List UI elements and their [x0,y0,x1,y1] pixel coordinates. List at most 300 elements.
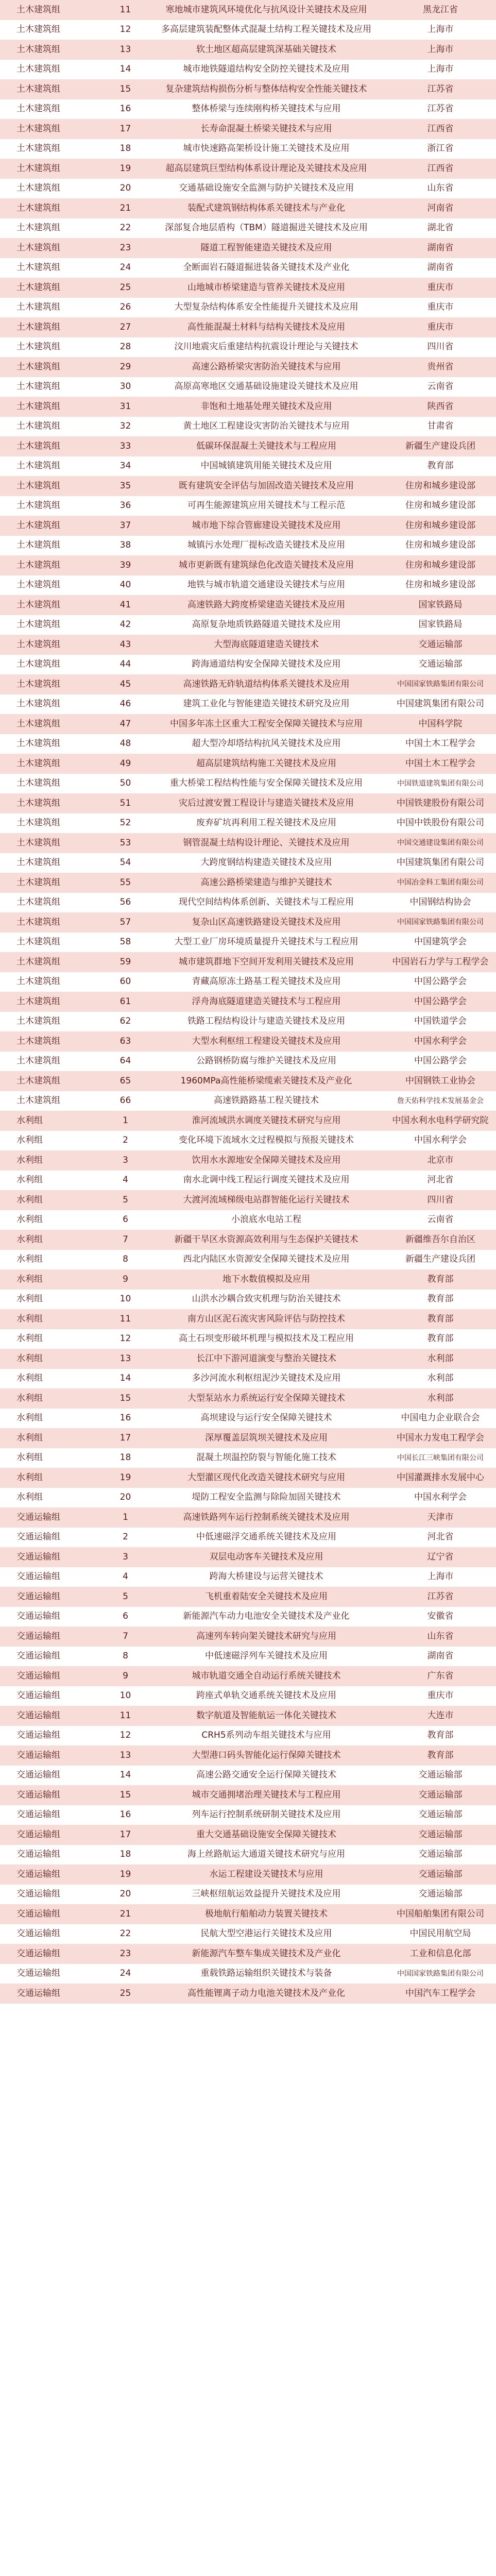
number-cell: 21 [103,1904,148,1924]
number-cell: 41 [103,595,148,615]
project-name-cell: 大型海底隧道建造关键技术 [148,635,385,655]
nominating-unit-cell: 教育部 [385,1329,496,1349]
number-cell: 17 [103,119,148,139]
number-cell: 12 [103,1726,148,1746]
category-cell: 土木建筑组 [0,814,103,834]
project-name-cell: 长江中下游河道演变与整治关键技术 [148,1349,385,1369]
number-cell: 6 [103,1607,148,1627]
project-name-cell: 高原高寒地区交通基础设施建设关键技术及应用 [148,377,385,397]
number-cell: 13 [103,1745,148,1766]
nominating-unit-cell: 教育部 [385,456,496,477]
project-name-cell: 大型泵站水力系统运行安全保障关键技术 [148,1388,385,1409]
project-name-cell: 双层电动客车关键技术及应用 [148,1547,385,1567]
project-name-cell: 重大桥梁工程结构性能与安全保障关键技术及应用 [148,774,385,794]
nominating-unit-cell: 上海市 [385,60,496,80]
number-cell: 49 [103,754,148,774]
number-cell: 19 [103,1468,148,1488]
number-cell: 22 [103,218,148,239]
number-cell: 1 [103,1507,148,1528]
category-cell: 土木建筑组 [0,258,103,278]
number-cell: 15 [103,1785,148,1805]
nominating-unit-cell: 中国长江三峡集团有限公司 [385,1448,496,1468]
category-cell: 交通运输组 [0,1885,103,1905]
project-name-cell: 深部复合地层盾构（TBM）隧道掘进关键技术及应用 [148,218,385,239]
nominating-unit-cell: 江苏省 [385,1587,496,1607]
nominating-unit-cell: 水利部 [385,1369,496,1389]
number-cell: 2 [103,1131,148,1151]
nominating-unit-cell: 中国水力发电工程学会 [385,1428,496,1448]
number-cell: 62 [103,1012,148,1032]
project-name-cell: 低碳环保混凝土关键技术与工程应用 [148,436,385,456]
nominating-unit-cell: 中国国家铁路集团有限公司 [385,1964,496,1984]
nominating-unit-cell: 国家铁路局 [385,615,496,635]
project-name-cell: 新能源汽车整车集成关键技术及产业化 [148,1944,385,1964]
project-name-cell: 1960MPa高性能桥梁缆索关键技术及产业化 [148,1071,385,1091]
category-cell: 土木建筑组 [0,476,103,496]
nominating-unit-cell: 中国水利水电科学研究院 [385,1111,496,1131]
category-cell: 水利组 [0,1269,103,1290]
project-name-cell: 超高层建筑结构施工关键技术及应用 [148,754,385,774]
nominating-unit-cell: 中国国家铁路集团有限公司 [385,674,496,694]
project-name-cell: 浮舟海底隧道建造关键技术与工程应用 [148,992,385,1012]
nominating-unit-cell: 中国岩石力学与工程学会 [385,952,496,972]
project-name-cell: 跨海大桥建设与运营关键技术 [148,1567,385,1587]
category-cell: 土木建筑组 [0,40,103,60]
category-cell: 交通运输组 [0,1745,103,1766]
category-cell: 土木建筑组 [0,734,103,754]
number-cell: 22 [103,1924,148,1944]
nominating-unit-cell: 住房和城乡建设部 [385,536,496,556]
number-cell: 13 [103,1349,148,1369]
nominating-unit-cell: 江苏省 [385,79,496,99]
nominating-unit-cell: 新疆生产建设兵团 [385,436,496,456]
category-cell: 水利组 [0,1309,103,1329]
project-name-cell: 数字航道及智能航运一体化关键技术 [148,1706,385,1726]
number-cell: 27 [103,317,148,337]
project-name-cell: 山地城市桥梁建造与管养关键技术及应用 [148,278,385,298]
project-name-cell: 西北内陆区水资源安全保障关键技术及应用 [148,1250,385,1270]
category-cell: 土木建筑组 [0,893,103,913]
project-name-cell: 装配式建筑钢结构体系关键技术与产业化 [148,198,385,218]
nominating-unit-cell: 中国铁道学会 [385,1012,496,1032]
nominating-unit-cell: 教育部 [385,1745,496,1766]
nominating-unit-cell: 江西省 [385,159,496,179]
number-cell: 12 [103,20,148,40]
number-cell: 48 [103,734,148,754]
category-cell: 土木建筑组 [0,853,103,873]
nominating-unit-cell: 陕西省 [385,397,496,417]
nominating-unit-cell: 教育部 [385,1726,496,1746]
project-name-cell: 大型港口码头智能化运行保障关键技术 [148,1745,385,1766]
category-cell: 土木建筑组 [0,536,103,556]
nominating-unit-cell: 中国公路学会 [385,972,496,992]
number-cell: 3 [103,1547,148,1567]
number-cell: 6 [103,1210,148,1230]
category-cell: 土木建筑组 [0,555,103,575]
category-cell: 土木建筑组 [0,278,103,298]
number-cell: 10 [103,1686,148,1706]
number-cell: 25 [103,278,148,298]
category-cell: 交通运输组 [0,1547,103,1567]
number-cell: 14 [103,1369,148,1389]
category-cell: 交通运输组 [0,1647,103,1667]
project-name-cell: 跨海通道结构安全保障关键技术及应用 [148,655,385,675]
number-cell: 20 [103,179,148,199]
nominating-unit-cell: 湖南省 [385,258,496,278]
number-cell: 42 [103,615,148,635]
nominating-unit-cell: 安徽省 [385,1607,496,1627]
number-cell: 37 [103,516,148,536]
nominating-unit-cell: 交通运输部 [385,635,496,655]
project-name-cell: 城市快速路高架桥设计施工关键技术及应用 [148,139,385,159]
nominating-unit-cell: 中国水利学会 [385,1488,496,1508]
number-cell: 66 [103,1091,148,1111]
category-cell: 交通运输组 [0,1785,103,1805]
number-cell: 58 [103,933,148,953]
project-name-cell: 三峡枢纽航运效益提升关键技术及应用 [148,1885,385,1905]
category-cell: 土木建筑组 [0,159,103,179]
nominating-unit-cell: 詹天佑科学技术发展基金会 [385,1091,496,1111]
project-name-cell: 地下水数值模拟及应用 [148,1269,385,1290]
nominating-unit-cell: 河南省 [385,198,496,218]
category-cell: 水利组 [0,1230,103,1250]
category-cell: 交通运输组 [0,1528,103,1548]
number-cell: 36 [103,496,148,516]
category-cell: 水利组 [0,1171,103,1191]
category-cell: 土木建筑组 [0,694,103,715]
number-cell: 60 [103,972,148,992]
category-cell: 土木建筑组 [0,952,103,972]
category-cell: 土木建筑组 [0,754,103,774]
project-name-cell: 变化环境下流域水文过程模拟与预报关键技术 [148,1131,385,1151]
number-cell: 14 [103,60,148,80]
project-name-cell: 汶川地震灾后重建结构抗震设计理论与关键技术 [148,337,385,358]
number-cell: 31 [103,397,148,417]
project-name-cell: 小浪底水电站工程 [148,1210,385,1230]
project-name-cell: 中国城镇建筑用能关键技术及应用 [148,456,385,477]
number-cell: 40 [103,575,148,596]
nominating-unit-cell: 云南省 [385,1210,496,1230]
nominating-unit-cell: 中国汽车工程学会 [385,1984,496,2004]
number-cell: 18 [103,1845,148,1865]
number-cell: 5 [103,1190,148,1210]
category-cell: 水利组 [0,1290,103,1310]
number-cell: 15 [103,79,148,99]
project-name-cell: 钢管混凝土结构设计理论、关键技术及应用 [148,833,385,853]
category-cell: 土木建筑组 [0,992,103,1012]
category-cell: 水利组 [0,1388,103,1409]
project-name-cell: 高速公路桥梁灾害防治关键技术与应用 [148,357,385,377]
nominating-unit-cell: 甘肃省 [385,417,496,437]
nominating-unit-cell: 中国船舶集团有限公司 [385,1904,496,1924]
project-name-cell: 深厚覆盖层筑坝关键技术及应用 [148,1428,385,1448]
category-cell: 土木建筑组 [0,1031,103,1052]
category-cell: 土木建筑组 [0,99,103,120]
project-name-cell: 公路钢桥防腐与维护关键技术及应用 [148,1052,385,1072]
category-cell: 土木建筑组 [0,655,103,675]
number-cell: 21 [103,198,148,218]
project-name-cell: 交通基础设施安全监测与防护关键技术及应用 [148,179,385,199]
nominating-unit-cell: 山东省 [385,1626,496,1647]
category-cell: 交通运输组 [0,1865,103,1885]
project-name-cell: 水运工程建设关键技术与应用 [148,1865,385,1885]
project-name-cell: 高土石坝变形破坏机理与模拟技术及工程应用 [148,1329,385,1349]
nominating-unit-cell: 四川省 [385,337,496,358]
project-name-cell: 寒地城市建筑风环境优化与抗风设计关键技术及应用 [148,0,385,20]
project-name-cell: 高速公路交通安全运行保障关键技术 [148,1766,385,1786]
nominating-unit-cell: 中国建筑集团有限公司 [385,853,496,873]
project-name-cell: 飞机重着陆安全关键技术及应用 [148,1587,385,1607]
nominating-unit-cell: 国家铁路局 [385,595,496,615]
number-cell: 53 [103,833,148,853]
project-name-cell: 高速铁路列车运行控制系统关键技术及应用 [148,1507,385,1528]
category-cell: 土木建筑组 [0,377,103,397]
number-cell: 17 [103,1428,148,1448]
category-cell: 土木建筑组 [0,1012,103,1032]
project-name-cell: 既有建筑安全评估与加固改造关键技术及应用 [148,476,385,496]
nominating-unit-cell: 浙江省 [385,139,496,159]
project-name-cell: 饮用水水源地安全保障关键技术及应用 [148,1150,385,1171]
category-cell: 土木建筑组 [0,79,103,99]
project-name-cell: 城市建筑群地下空间开发利用关键技术及应用 [148,952,385,972]
category-cell: 土木建筑组 [0,933,103,953]
category-cell: 交通运输组 [0,1567,103,1587]
number-cell: 4 [103,1171,148,1191]
nominating-unit-cell: 住房和城乡建设部 [385,575,496,596]
category-cell: 水利组 [0,1409,103,1429]
nominating-unit-cell: 广东省 [385,1666,496,1686]
nominating-unit-cell: 中国水利学会 [385,1031,496,1052]
number-cell: 26 [103,298,148,318]
project-name-cell: 混凝土坝温控防裂与智能化施工技术 [148,1448,385,1468]
category-cell: 交通运输组 [0,1686,103,1706]
number-cell: 43 [103,635,148,655]
category-cell: 土木建筑组 [0,119,103,139]
nominating-unit-cell: 水利部 [385,1349,496,1369]
nominating-unit-cell: 中国科学院 [385,714,496,734]
nominating-unit-cell: 中国铁道建筑集团有限公司 [385,774,496,794]
project-name-cell: 中国多年冻土区重大工程安全保障关键技术与应用 [148,714,385,734]
number-cell: 44 [103,655,148,675]
category-cell: 土木建筑组 [0,1091,103,1111]
project-name-cell: 黄土地区工程建设灾害防治关键技术与应用 [148,417,385,437]
category-cell: 交通运输组 [0,1805,103,1825]
number-cell: 30 [103,377,148,397]
project-name-cell: 多沙河流水利枢纽泥沙关键技术及应用 [148,1369,385,1389]
nominating-unit-cell: 湖南省 [385,238,496,258]
project-name-cell: 高性能混凝土材料与结构关键技术及应用 [148,317,385,337]
category-cell: 交通运输组 [0,1904,103,1924]
number-cell: 11 [103,1309,148,1329]
nominating-unit-cell: 中国民用航空局 [385,1924,496,1944]
number-cell: 39 [103,555,148,575]
project-name-cell: 青藏高原冻土路基工程关键技术及应用 [148,972,385,992]
nominating-unit-cell: 重庆市 [385,278,496,298]
category-cell: 土木建筑组 [0,0,103,20]
number-cell: 2 [103,1528,148,1548]
nominating-unit-cell: 中国公路学会 [385,992,496,1012]
number-cell: 55 [103,873,148,893]
number-cell: 33 [103,436,148,456]
category-cell: 土木建筑组 [0,1071,103,1091]
category-cell: 土木建筑组 [0,714,103,734]
nominating-unit-cell: 上海市 [385,1567,496,1587]
category-cell: 水利组 [0,1349,103,1369]
number-cell: 4 [103,1567,148,1587]
category-cell: 土木建筑组 [0,139,103,159]
nominating-unit-cell: 中国土木工程学会 [385,734,496,754]
project-name-cell: 大型复杂结构体系安全性能提升关键技术及应用 [148,298,385,318]
project-name-cell: 整体桥梁与连续刚构桥关键技术与应用 [148,99,385,120]
number-cell: 11 [103,0,148,20]
nominating-unit-cell: 新疆维吾尔自治区 [385,1230,496,1250]
category-cell: 水利组 [0,1131,103,1151]
project-name-cell: 城镇污水处理厂提标改造关键技术及应用 [148,536,385,556]
category-cell: 交通运输组 [0,1964,103,1984]
nominating-unit-cell: 教育部 [385,1309,496,1329]
project-name-cell: 大跨度钢结构建造关键技术及应用 [148,853,385,873]
project-name-cell: 超高层建筑巨型结构体系设计理论及关键技术及应用 [148,159,385,179]
nominating-unit-cell: 交通运输部 [385,1885,496,1905]
project-name-cell: 淮河流域洪水调度关键技术研究与应用 [148,1111,385,1131]
nominating-unit-cell: 河北省 [385,1171,496,1191]
number-cell: 61 [103,992,148,1012]
project-name-cell: 大渡河流域梯级电站群智能化运行关键技术 [148,1190,385,1210]
category-cell: 土木建筑组 [0,436,103,456]
number-cell: 24 [103,1964,148,1984]
category-cell: 交通运输组 [0,1726,103,1746]
project-name-cell: 软土地区超高层建筑深基础关键技术 [148,40,385,60]
number-cell: 56 [103,893,148,913]
number-cell: 51 [103,793,148,814]
number-cell: 14 [103,1766,148,1786]
category-cell: 土木建筑组 [0,595,103,615]
number-cell: 12 [103,1329,148,1349]
nominating-unit-cell: 中国土木工程学会 [385,754,496,774]
number-cell: 23 [103,238,148,258]
project-name-cell: 可再生能源建筑应用关键技术与工程示范 [148,496,385,516]
project-name-cell: 高坝建设与运行安全保障关键技术 [148,1409,385,1429]
project-name-cell: 城市地下综合管廊建设关键技术及应用 [148,516,385,536]
nominating-unit-cell: 天津市 [385,1507,496,1528]
number-cell: 28 [103,337,148,358]
nominating-unit-cell: 住房和城乡建设部 [385,555,496,575]
project-name-cell: 南水北调中线工程运行调度关键技术及应用 [148,1171,385,1191]
project-name-cell: 高原复杂地质铁路隧道关键技术及应用 [148,615,385,635]
category-cell: 交通运输组 [0,1507,103,1528]
project-name-cell: 复杂建筑结构损伤分析与整体结构安全性能关键技术 [148,79,385,99]
category-cell: 土木建筑组 [0,417,103,437]
project-name-cell: 高速铁路大跨度桥梁建造关键技术及应用 [148,595,385,615]
category-cell: 交通运输组 [0,1924,103,1944]
number-cell: 54 [103,853,148,873]
nominating-unit-cell: 中国铁建股份有限公司 [385,793,496,814]
nominating-unit-cell: 教育部 [385,1290,496,1310]
nominating-unit-cell: 黑龙江省 [385,0,496,20]
category-cell: 交通运输组 [0,1706,103,1726]
project-name-cell: 复杂山区高速铁路建设关键技术及应用 [148,912,385,933]
category-cell: 水利组 [0,1488,103,1508]
project-name-cell: 大型灌区现代化改造关键技术研究与应用 [148,1468,385,1488]
category-cell: 土木建筑组 [0,912,103,933]
category-cell: 土木建筑组 [0,298,103,318]
number-cell: 7 [103,1626,148,1647]
number-cell: 59 [103,952,148,972]
project-name-cell: 地铁与城市轨道交通建设关键技术与应用 [148,575,385,596]
category-cell: 土木建筑组 [0,20,103,40]
number-cell: 46 [103,694,148,715]
number-cell: 8 [103,1250,148,1270]
number-cell: 11 [103,1706,148,1726]
project-name-cell: 新疆干旱区水资源高效利用与生态保护关键技术 [148,1230,385,1250]
category-cell: 土木建筑组 [0,833,103,853]
category-cell: 交通运输组 [0,1766,103,1786]
number-cell: 7 [103,1230,148,1250]
category-cell: 交通运输组 [0,1626,103,1647]
nominating-unit-cell: 交通运输部 [385,1865,496,1885]
nominating-unit-cell: 中国国家铁路集团有限公司 [385,912,496,933]
project-name-cell: 超大型冷却塔结构抗风关键技术及应用 [148,734,385,754]
nominating-unit-cell: 重庆市 [385,298,496,318]
nominating-unit-cell: 重庆市 [385,317,496,337]
number-cell: 9 [103,1269,148,1290]
number-cell: 13 [103,40,148,60]
project-name-cell: 海上丝路航运大通道关键技术研究与应用 [148,1845,385,1865]
nominating-unit-cell: 中国电力企业联合会 [385,1409,496,1429]
category-cell: 土木建筑组 [0,972,103,992]
category-cell: 土木建筑组 [0,635,103,655]
project-name-cell: 大型水利枢纽工程建设关键技术及应用 [148,1031,385,1052]
number-cell: 25 [103,1984,148,2004]
nominating-unit-cell: 中国灌溉排水发展中心 [385,1468,496,1488]
category-cell: 土木建筑组 [0,1052,103,1072]
project-name-cell: 长寿命混凝土桥梁关键技术与应用 [148,119,385,139]
project-name-cell: 废弃矿坑再利用工程关键技术及应用 [148,814,385,834]
number-cell: 18 [103,139,148,159]
project-name-cell: 跨座式单轨交通系统关键技术及应用 [148,1686,385,1706]
category-cell: 交通运输组 [0,1845,103,1865]
category-cell: 水利组 [0,1150,103,1171]
project-name-cell: 新能源汽车动力电池安全关键技术及产业化 [148,1607,385,1627]
category-cell: 土木建筑组 [0,774,103,794]
nominating-unit-cell: 中国建筑集团有限公司 [385,694,496,715]
project-name-cell: CRH5系列动车组关键技术与应用 [148,1726,385,1746]
category-cell: 水利组 [0,1190,103,1210]
nominating-unit-cell: 云南省 [385,377,496,397]
category-cell: 水利组 [0,1448,103,1468]
number-cell: 19 [103,159,148,179]
number-cell: 17 [103,1825,148,1845]
number-cell: 63 [103,1031,148,1052]
nominating-unit-cell: 湖南省 [385,1647,496,1667]
number-cell: 10 [103,1290,148,1310]
nominating-unit-cell: 贵州省 [385,357,496,377]
project-name-cell: 列车运行控制系统研制关键技术及应用 [148,1805,385,1825]
number-cell: 16 [103,1409,148,1429]
category-cell: 土木建筑组 [0,238,103,258]
number-cell: 16 [103,99,148,120]
project-name-cell: 高速列车转向架关键技术研究与应用 [148,1626,385,1647]
nominating-unit-cell: 交通运输部 [385,1805,496,1825]
project-name-cell: 南方山区泥石流灾害风险评估与防控技术 [148,1309,385,1329]
nominating-unit-cell: 河北省 [385,1528,496,1548]
category-cell: 交通运输组 [0,1607,103,1627]
nominating-unit-cell: 中国水利学会 [385,1131,496,1151]
number-cell: 18 [103,1448,148,1468]
category-cell: 水利组 [0,1428,103,1448]
nominating-unit-cell: 水利部 [385,1388,496,1409]
nominating-unit-cell: 中国建筑学会 [385,933,496,953]
